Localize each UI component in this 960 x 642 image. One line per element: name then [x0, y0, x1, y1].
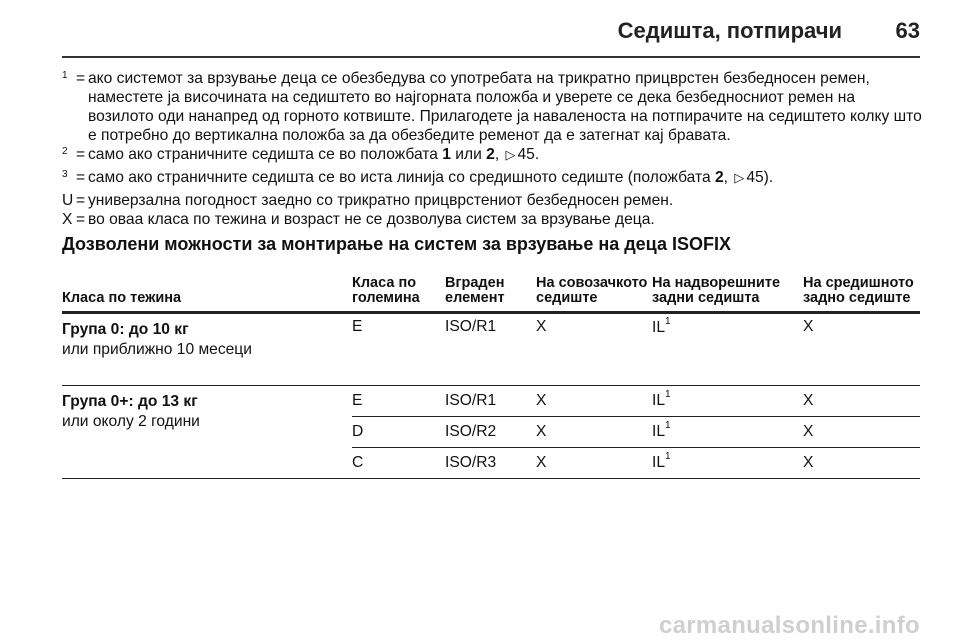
cell-fixture: ISO/R1	[445, 318, 497, 335]
footnote-1: $^1$ = ако системот за врзување деца се обезбедува со употребата на трикратно прицврстен безбедносен ремен, наместете ја височината на седиштето во најгорната положба и уверете се дека безбедносниот ремен на возилото оди нанапред од горното котвиште. Прилагодете ја навaленоста на потпирачите на седиштето колку што е потребно до вертикална положба за да обезбедите ременот да е затегнат кај бравата.	[62, 70, 922, 144]
footnote-key: X	[62, 211, 73, 229]
page-number: 63	[895, 18, 920, 43]
cell-size-class: E	[352, 392, 363, 409]
table-row	[352, 417, 920, 448]
group-name: Група 0: до 10 кг	[62, 321, 189, 338]
cell-size-class: C	[352, 454, 364, 471]
cell-front: X	[536, 318, 547, 335]
header-fixture: Вграден елемент	[445, 275, 505, 306]
header-size-class: Класа по големина	[352, 275, 420, 306]
cell-rear-outer: $IL^1$	[652, 451, 671, 472]
cell-size-class: D	[352, 423, 364, 440]
footnote-text: во оваа класа по тежина и возраст не се дозволува систем за врзување деца.	[88, 211, 655, 229]
cell-fixture: ISO/R2	[445, 423, 497, 440]
header-rule	[62, 56, 920, 58]
footnotes	[62, 69, 922, 229]
group-description: или околу 2 години	[62, 413, 200, 430]
group-description: или приближно 10 месеци	[62, 341, 252, 358]
footnote-x: X = во оваа класа по тежина и возраст не се дозволува систем за врзување деца.	[62, 210, 922, 229]
header-weight-class: Класа по тежина	[62, 290, 182, 306]
watermark: carmanualsonline.info	[658, 612, 920, 639]
table-header	[62, 262, 920, 314]
cell-rear-center: X	[803, 423, 814, 440]
footnote-key: 3	[62, 169, 68, 181]
footnote-3: $^3$ = само ако страничните седишта се во иста линија со средишното седиште (положбата 2, ▷ 45).	[62, 168, 922, 191]
cell-front: X	[536, 454, 547, 471]
table-row	[352, 448, 920, 478]
footnote-text: ако системот за врзување деца се обезбедува со употребата на трикратно прицврстен безбедносен ремен, наместете ја височината на седиштето во најгорната положба и уверете се дека безбедносниот ремен на возилото оди нанапред од горното котвиште. Прилагодете ја навaленоста на потпирачите на седиштето колку што е потребно до вертикална положба за да обезбедите ременот да е затегнат кај бравата.	[88, 70, 922, 144]
table-row	[352, 318, 920, 342]
cell-rear-outer: $IL^1$	[652, 420, 671, 441]
table-group	[62, 314, 920, 386]
footnote-text: само ако страничните седишта се во положбата 1 или 2, ▷ 45.	[88, 146, 540, 163]
header-front-passenger: На совозачкото седиште	[536, 275, 648, 306]
cell-rear-center: X	[803, 392, 814, 409]
header-rear-outer: На надворешните задни седишта	[652, 275, 781, 306]
page-reference-arrow-icon: ▷	[734, 170, 745, 186]
cell-rear-center: X	[803, 454, 814, 471]
cell-fixture: ISO/R1	[445, 392, 497, 409]
table-group	[62, 386, 920, 479]
footnote-2: $^2$ = само ако страничните седишта се во положбата 1 или 2, ▷ 45.	[62, 145, 922, 168]
cell-front: X	[536, 423, 547, 440]
footnote-key: 2	[62, 146, 68, 157]
footnote-text: универзална погодност заедно со трикратно прицврстениот безбедносен ремен.	[88, 192, 674, 210]
page-reference-arrow-icon: ▷	[505, 147, 516, 162]
page-header-title: Седишта, потпирачи	[617, 18, 842, 43]
footnote-key: 1	[62, 70, 68, 81]
footnote-u: U = универзална погодност заедно со трикратно прицврстениот безбедносен ремен.	[62, 191, 922, 210]
cell-rear-center: X	[803, 318, 814, 335]
table-row	[352, 386, 920, 417]
footnote-key: U	[62, 192, 74, 210]
cell-fixture: ISO/R3	[445, 454, 497, 471]
cell-rear-outer: $IL^1$	[652, 316, 671, 337]
cell-rear-outer: $IL^1$	[652, 389, 671, 410]
group-name: Група 0+: до 13 кг	[62, 393, 198, 410]
footnote-text: само ако страничните седишта се во иста линија со средишното седиште (положбата 2, ▷ 45).	[88, 169, 774, 187]
page-reference-link[interactable]: 45.	[517, 146, 540, 163]
cell-front: X	[536, 392, 547, 409]
cell-size-class: E	[352, 318, 363, 335]
header-rear-center: На средишното задно седиште	[803, 275, 914, 306]
isofix-table	[62, 262, 920, 479]
page-reference-link[interactable]: 45).	[746, 169, 774, 187]
section-heading: Дозволени можности за монтирање на систем за врзување на деца ISOFIX	[62, 234, 731, 254]
